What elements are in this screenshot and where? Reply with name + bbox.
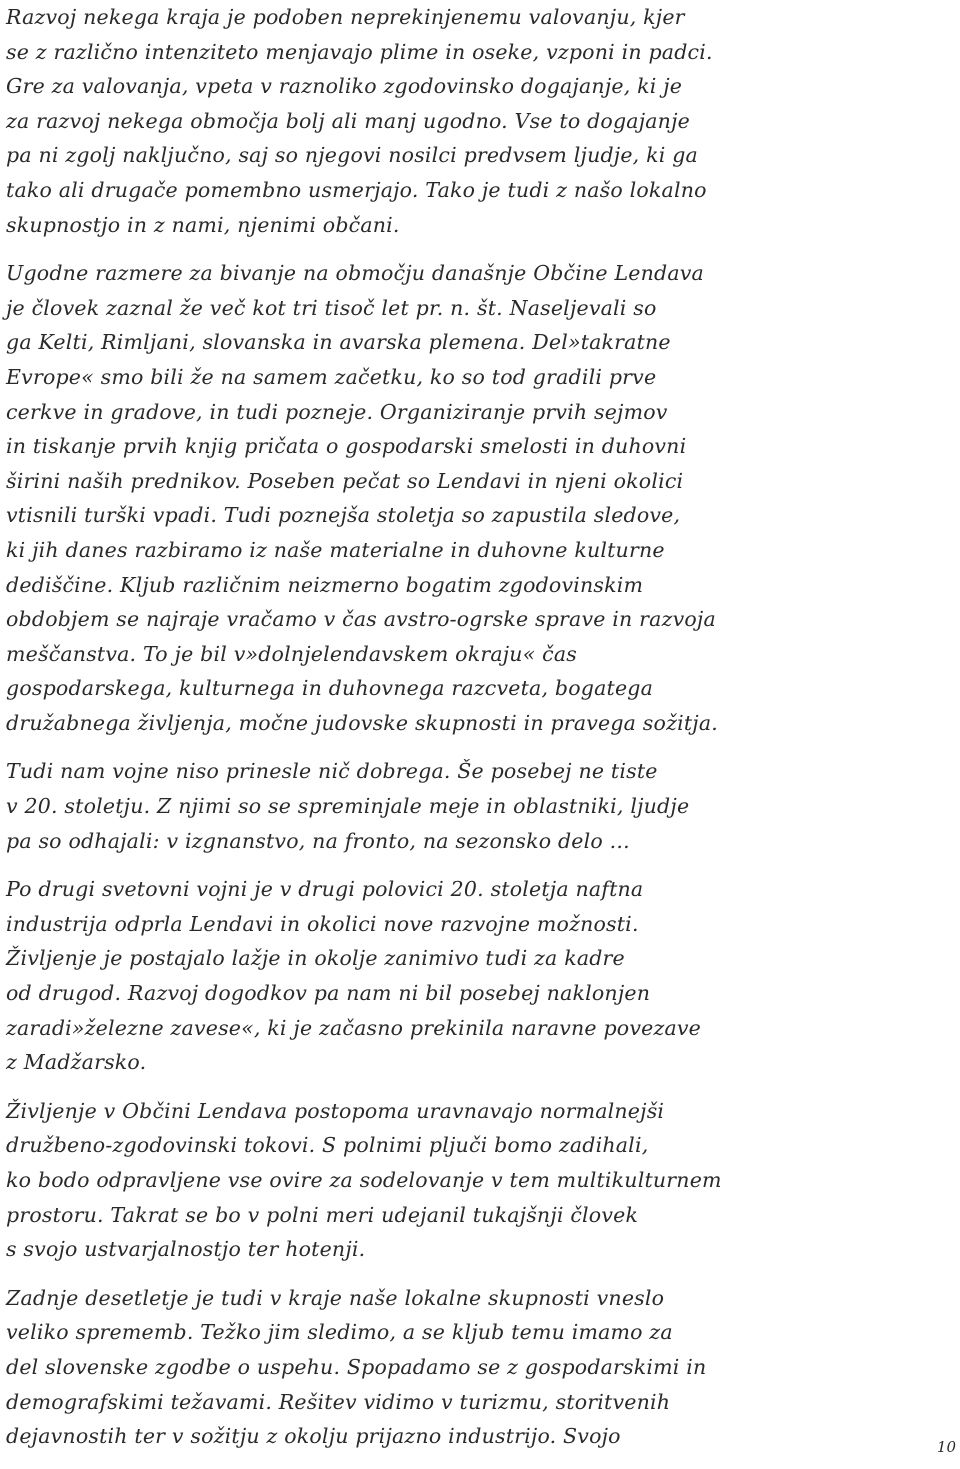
- text-line: Zadnje desetletje je tudi v kraje naše lokalne skupnosti vneslo: [6, 1285, 665, 1310]
- paragraph: [6, 1094, 906, 1267]
- text-line: vtisnili turški vpadi. Tudi poznejša stoletja so zapustila sledove,: [6, 503, 681, 528]
- text-line: prostoru. Takrat se bo v polni meri udejanil tukajšnji človek: [6, 1202, 639, 1227]
- text-line: z Madžarsko.: [6, 1050, 147, 1075]
- text-line: Življenje je postajalo lažje in okolje zanimivo tudi za kadre: [6, 946, 625, 971]
- text-line: skupnostjo in z nami, njenimi občani.: [6, 212, 400, 237]
- text-line: tako ali drugače pomembno usmerjajo. Tako je tudi z našo lokalno: [6, 177, 707, 202]
- text-line: ga Kelti, Rimljani, slovanska in avarska plemena. Del»takratne: [6, 330, 671, 355]
- text-line: Evrope« smo bili že na samem začetku, ko so tod gradili prve: [6, 364, 657, 389]
- text-line: dejavnostih ter v sožitju z okolju prijazno industrijo. Svojo: [6, 1424, 621, 1449]
- text-line: Življenje v Občini Lendava postopoma uravnavajo normalnejši: [6, 1098, 665, 1123]
- text-line: se z različno intenziteto menjavajo plime in oseke, vzponi in padci.: [6, 39, 713, 64]
- text-line: obdobjem se najraje vračamo v čas avstro-ogrske sprave in razvoja: [6, 607, 716, 632]
- text-line: del slovenske zgodbe o uspehu. Spopadamo se z gospodarskimi in: [6, 1354, 707, 1379]
- text-line: dediščine. Kljub različnim neizmerno bogatim zgodovinskim: [6, 572, 644, 597]
- paragraph: [6, 256, 906, 740]
- page-number: 10: [936, 1438, 956, 1456]
- paragraph: [6, 872, 906, 1080]
- paragraph: [6, 0, 906, 242]
- text-line: meščanstva. To je bil v»dolnjelendavskem okraju« čas: [6, 641, 577, 666]
- text-line: ki jih danes razbiramo iz naše materialne in duhovne kulturne: [6, 537, 665, 562]
- text-line: za razvoj nekega območja bolj ali manj ugodno. Vse to dogajanje: [6, 108, 690, 133]
- text-line: cerkve in gradove, in tudi pozneje. Organiziranje prvih sejmov: [6, 399, 668, 424]
- text-line: Tudi nam vojne niso prinesle nič dobrega. Še posebej ne tiste: [6, 759, 658, 784]
- text-line: industrija odprla Lendavi in okolici nove razvojne možnosti.: [6, 911, 639, 936]
- text-line: širini naših prednikov. Poseben pečat so Lendavi in njeni okolici: [6, 468, 684, 493]
- paragraph: [6, 1281, 906, 1454]
- text-line: družabnega življenja, močne judovske skupnosti in pravega sožitja.: [6, 710, 718, 735]
- text-line: družbeno-zgodovinski tokovi. S polnimi pljuči bomo zadihali,: [6, 1133, 649, 1158]
- text-line: Gre za valovanja, vpeta v raznoliko zgodovinsko dogajanje, ki je: [6, 74, 683, 99]
- text-line: Razvoj nekega kraja je podoben neprekinjenemu valovanju, kjer: [6, 5, 685, 29]
- text-line: pa so odhajali: v izgnanstvo, na fronto, na sezonsko delo ...: [6, 828, 630, 853]
- text-line: Ugodne razmere za bivanje na območju današnje Občine Lendava: [6, 261, 704, 286]
- text-line: veliko sprememb. Težko jim sledimo, a se kljub temu imamo za: [6, 1320, 673, 1345]
- text-line: in tiskanje prvih knjig pričata o gospodarski smelosti in duhovni: [6, 434, 687, 459]
- text-line: ko bodo odpravljene vse ovire za sodelovanje v tem multikulturnem: [6, 1168, 722, 1192]
- text-line: zaradi»železne zavese«, ki je začasno prekinila naravne povezave: [6, 1015, 701, 1040]
- text-line: od drugod. Razvoj dogodkov pa nam ni bil posebej naklonjen: [6, 981, 651, 1006]
- text-line: gospodarskega, kulturnega in duhovnega razcveta, bogatega: [6, 676, 654, 701]
- text-line: je človek zaznal že več kot tri tisoč let pr. n. št. Naseljevali so: [6, 295, 657, 320]
- text-line: v 20. stoletju. Z njimi so se spreminjale meje in oblastniki, ljudje: [6, 794, 690, 819]
- text-line: pa ni zgolj naključno, saj so njegovi nosilci predvsem ljudje, ki ga: [6, 143, 698, 168]
- body-text: [6, 0, 906, 1468]
- text-line: demografskimi težavami. Rešitev vidimo v turizmu, storitvenih: [6, 1389, 671, 1414]
- text-line: Po drugi svetovni vojni je v drugi polovici 20. stoletja naftna: [6, 877, 644, 902]
- text-line: s svojo ustvarjalnostjo ter hotenji.: [6, 1237, 366, 1262]
- paragraph: [6, 754, 906, 858]
